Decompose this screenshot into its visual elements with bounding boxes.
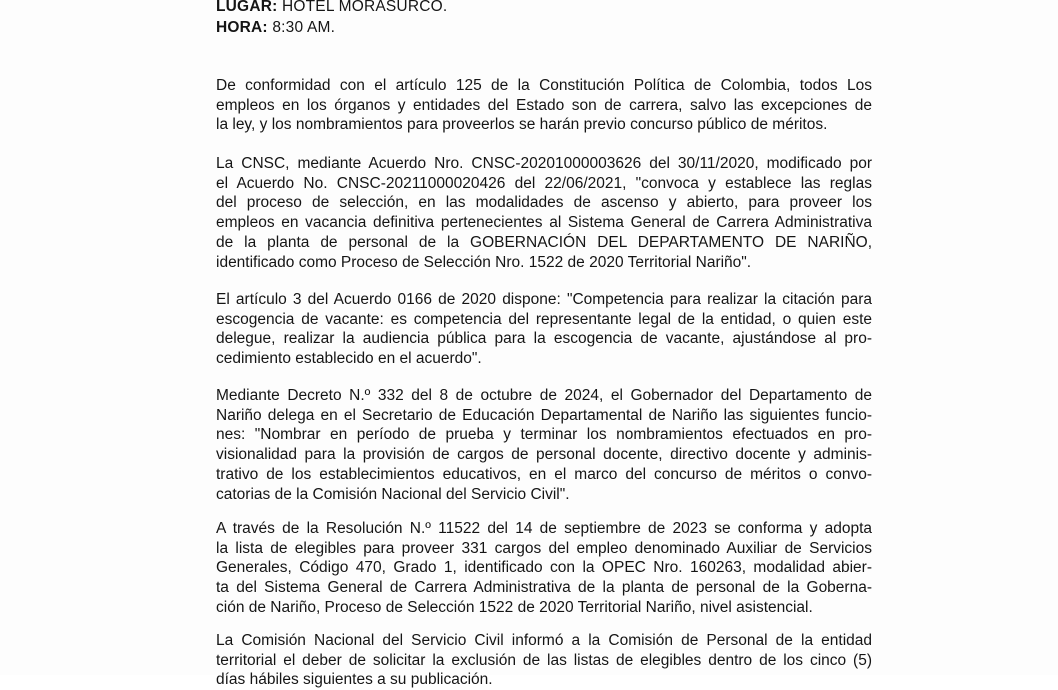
paragraph-line: territorial el deber de solicitar la exclusión de las listas de elegibles dentro de los cinco (5)	[216, 651, 872, 669]
paragraph-line: de la planta de personal de la GOBERNACIÓN DEL DEPARTAMENTO DE NARIÑO,	[216, 233, 872, 251]
hora-label: HORA:	[216, 19, 268, 36]
paragraph-line: ción de Nariño, Proceso de Selección 1522 de 2020 Territorial Nariño, nivel asistencial.	[216, 598, 813, 616]
paragraph-line: catorias de la Comisión Nacional del Servicio Civil".	[216, 485, 570, 503]
paragraph-line: empleos en vacancia definitiva pertenecientes al Sistema General de Carrera Administrativa	[216, 214, 872, 232]
paragraph-comision-nacional	[216, 631, 872, 690]
paragraph-line: días hábiles siguientes a su publicación.	[216, 671, 493, 689]
paragraph-line: Nariño delega en el Secretario de Educación Departamental de Nariño las siguientes funcio-	[216, 406, 872, 424]
paragraph-line: Generales, Código 470, Grado 1, identificado con la OPEC Nro. 160263, modalidad abier-	[216, 559, 872, 577]
paragraph-decreto-332	[216, 386, 872, 504]
paragraph-line: nes: "Nombrar en período de prueba y terminar los nombramientos efectuados en pro-	[216, 426, 872, 444]
paragraph-line: La Comisión Nacional del Servicio Civil informó a la Comisión de Personal de la entidad	[216, 632, 872, 649]
paragraph-line: el Acuerdo No. CNSC-20211000020426 del 22/06/2021, "convoca y establece las reglas	[216, 174, 872, 192]
paragraph-articulo-3	[216, 290, 872, 369]
paragraph-line: la lista de elegibles para proveer 331 cargos del empleo denominado Auxiliar de Servicios	[216, 539, 872, 557]
paragraph-line: cedimiento establecido en el acuerdo".	[216, 350, 482, 368]
lugar-value: HOTEL MORASURCO.	[281, 0, 448, 15]
paragraph-line: ta del Sistema General de Carrera Administrativa de la planta de personal de la Goberna-	[216, 579, 872, 597]
paragraph-line: A través de la Resolución N.º 11522 del 14 de septiembre de 2023 se conforma y adopta	[216, 520, 872, 537]
paragraph-resolucion-11522	[216, 519, 872, 618]
paragraph-line: identificado como Proceso de Selección Nro. 1522 de 2020 Territorial Nariño".	[216, 253, 752, 271]
paragraph-line: El artículo 3 del Acuerdo 0166 de 2020 dispone: "Competencia para realizar la citación para	[216, 291, 872, 308]
paragraph-article-125	[216, 76, 872, 135]
paragraph-line: trativo de los establecimientos educativos, en el marco del concurso de méritos o convo-	[216, 465, 872, 483]
paragraph-line: la ley, y los nombramientos para proveerlos se harán previo concurso público de méritos.	[216, 116, 828, 134]
hora-line	[216, 19, 335, 37]
hora-value: 8:30 AM.	[272, 19, 336, 36]
paragraph-cnsc-acuerdo	[216, 154, 872, 272]
lugar-line	[216, 0, 447, 16]
paragraph-line: La CNSC, mediante Acuerdo Nro. CNSC-20201000003626 del 30/11/2020, modificado por	[216, 155, 872, 172]
paragraph-line: del proceso de selección, en las modalidades de ascenso y abierto, para proveer los	[216, 194, 872, 212]
paragraph-line: De conformidad con el artículo 125 de la Constitución Política de Colombia, todos Los	[216, 77, 872, 94]
paragraph-line: visionalidad para la provisión de cargos de personal docente, directivo docente y adminis-	[216, 446, 872, 464]
lugar-label: LUGAR:	[216, 0, 278, 15]
paragraph-line: empleos en los órganos y entidades del Estado son de carrera, salvo las excepciones de	[216, 96, 872, 114]
paragraph-line: delegue, realizar la audiencia pública para la escogencia de vacante, ajustándose al pro-	[216, 330, 872, 348]
paragraph-line: Mediante Decreto N.º 332 del 8 de octubre de 2024, el Gobernador del Departamento de	[216, 387, 872, 404]
paragraph-line: escogencia de vacante: es competencia del representante legal de la entidad, o quien este	[216, 310, 872, 328]
